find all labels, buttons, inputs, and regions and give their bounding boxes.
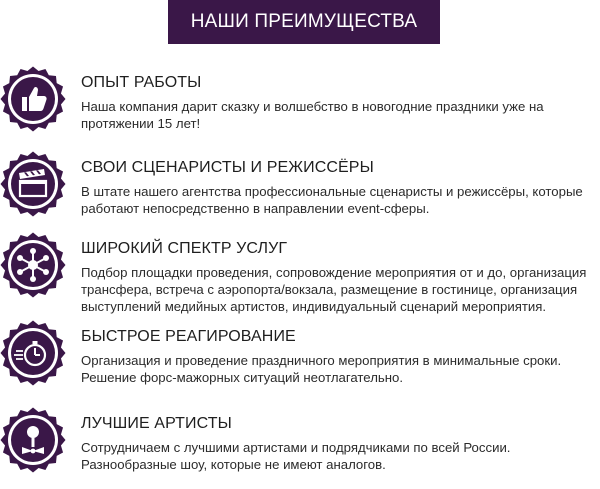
feature-item-experience xyxy=(0,66,600,151)
feature-title: БЫСТРОЕ РЕАГИРОВАНИЕ xyxy=(81,328,296,345)
feature-title: ЛУЧШИЕ АРТИСТЫ xyxy=(81,415,232,432)
feature-item-artists xyxy=(0,407,600,489)
feature-title: ШИРОКИЙ СПЕКТР УСЛУГ xyxy=(81,240,288,257)
feature-item-services xyxy=(0,232,600,320)
feature-item-screenwriters xyxy=(0,151,600,232)
microphone-icon xyxy=(0,407,66,473)
feature-title: СВОИ СЦЕНАРИСТЫ И РЕЖИССЁРЫ xyxy=(81,159,374,176)
section-title: НАШИ ПРЕИМУЩЕСТВА xyxy=(190,11,418,32)
features-list xyxy=(0,66,600,489)
feature-description: Сотрудничаем с лучшими артистами и подрядчиками по всей России. Разнообразные шоу, которые не имеют аналогов. xyxy=(81,440,511,472)
feature-title: ОПЫТ РАБОТЫ xyxy=(81,74,202,91)
thumbs-up-icon xyxy=(0,66,66,132)
network-icon xyxy=(0,232,66,298)
feature-description: Организация и проведение праздничного мероприятия в минимальные сроки. Решение форс-мажорных ситуаций неотлагательно. xyxy=(81,353,562,385)
feature-description: Наша компания дарит сказку и волшебство в новогодние праздники уже на протяжении 15 лет! xyxy=(81,99,544,131)
feature-description: Подбор площадки проведения, сопровождение мероприятия от и до, организация трансфера, встреча с аэропорта/вокзала, размещение в гостинице, организация выступлений медийных артистов, индивидуальный сценарий мероприятия. xyxy=(81,265,587,314)
feature-description: В штате нашего агентства профессиональные сценаристы и режиссёры, которые работают непосредственно в направлении event-сферы. xyxy=(81,184,583,216)
section-title-banner xyxy=(168,0,440,44)
clapperboard-icon xyxy=(0,151,66,217)
stopwatch-icon xyxy=(0,320,66,386)
feature-item-fast-response xyxy=(0,320,600,407)
